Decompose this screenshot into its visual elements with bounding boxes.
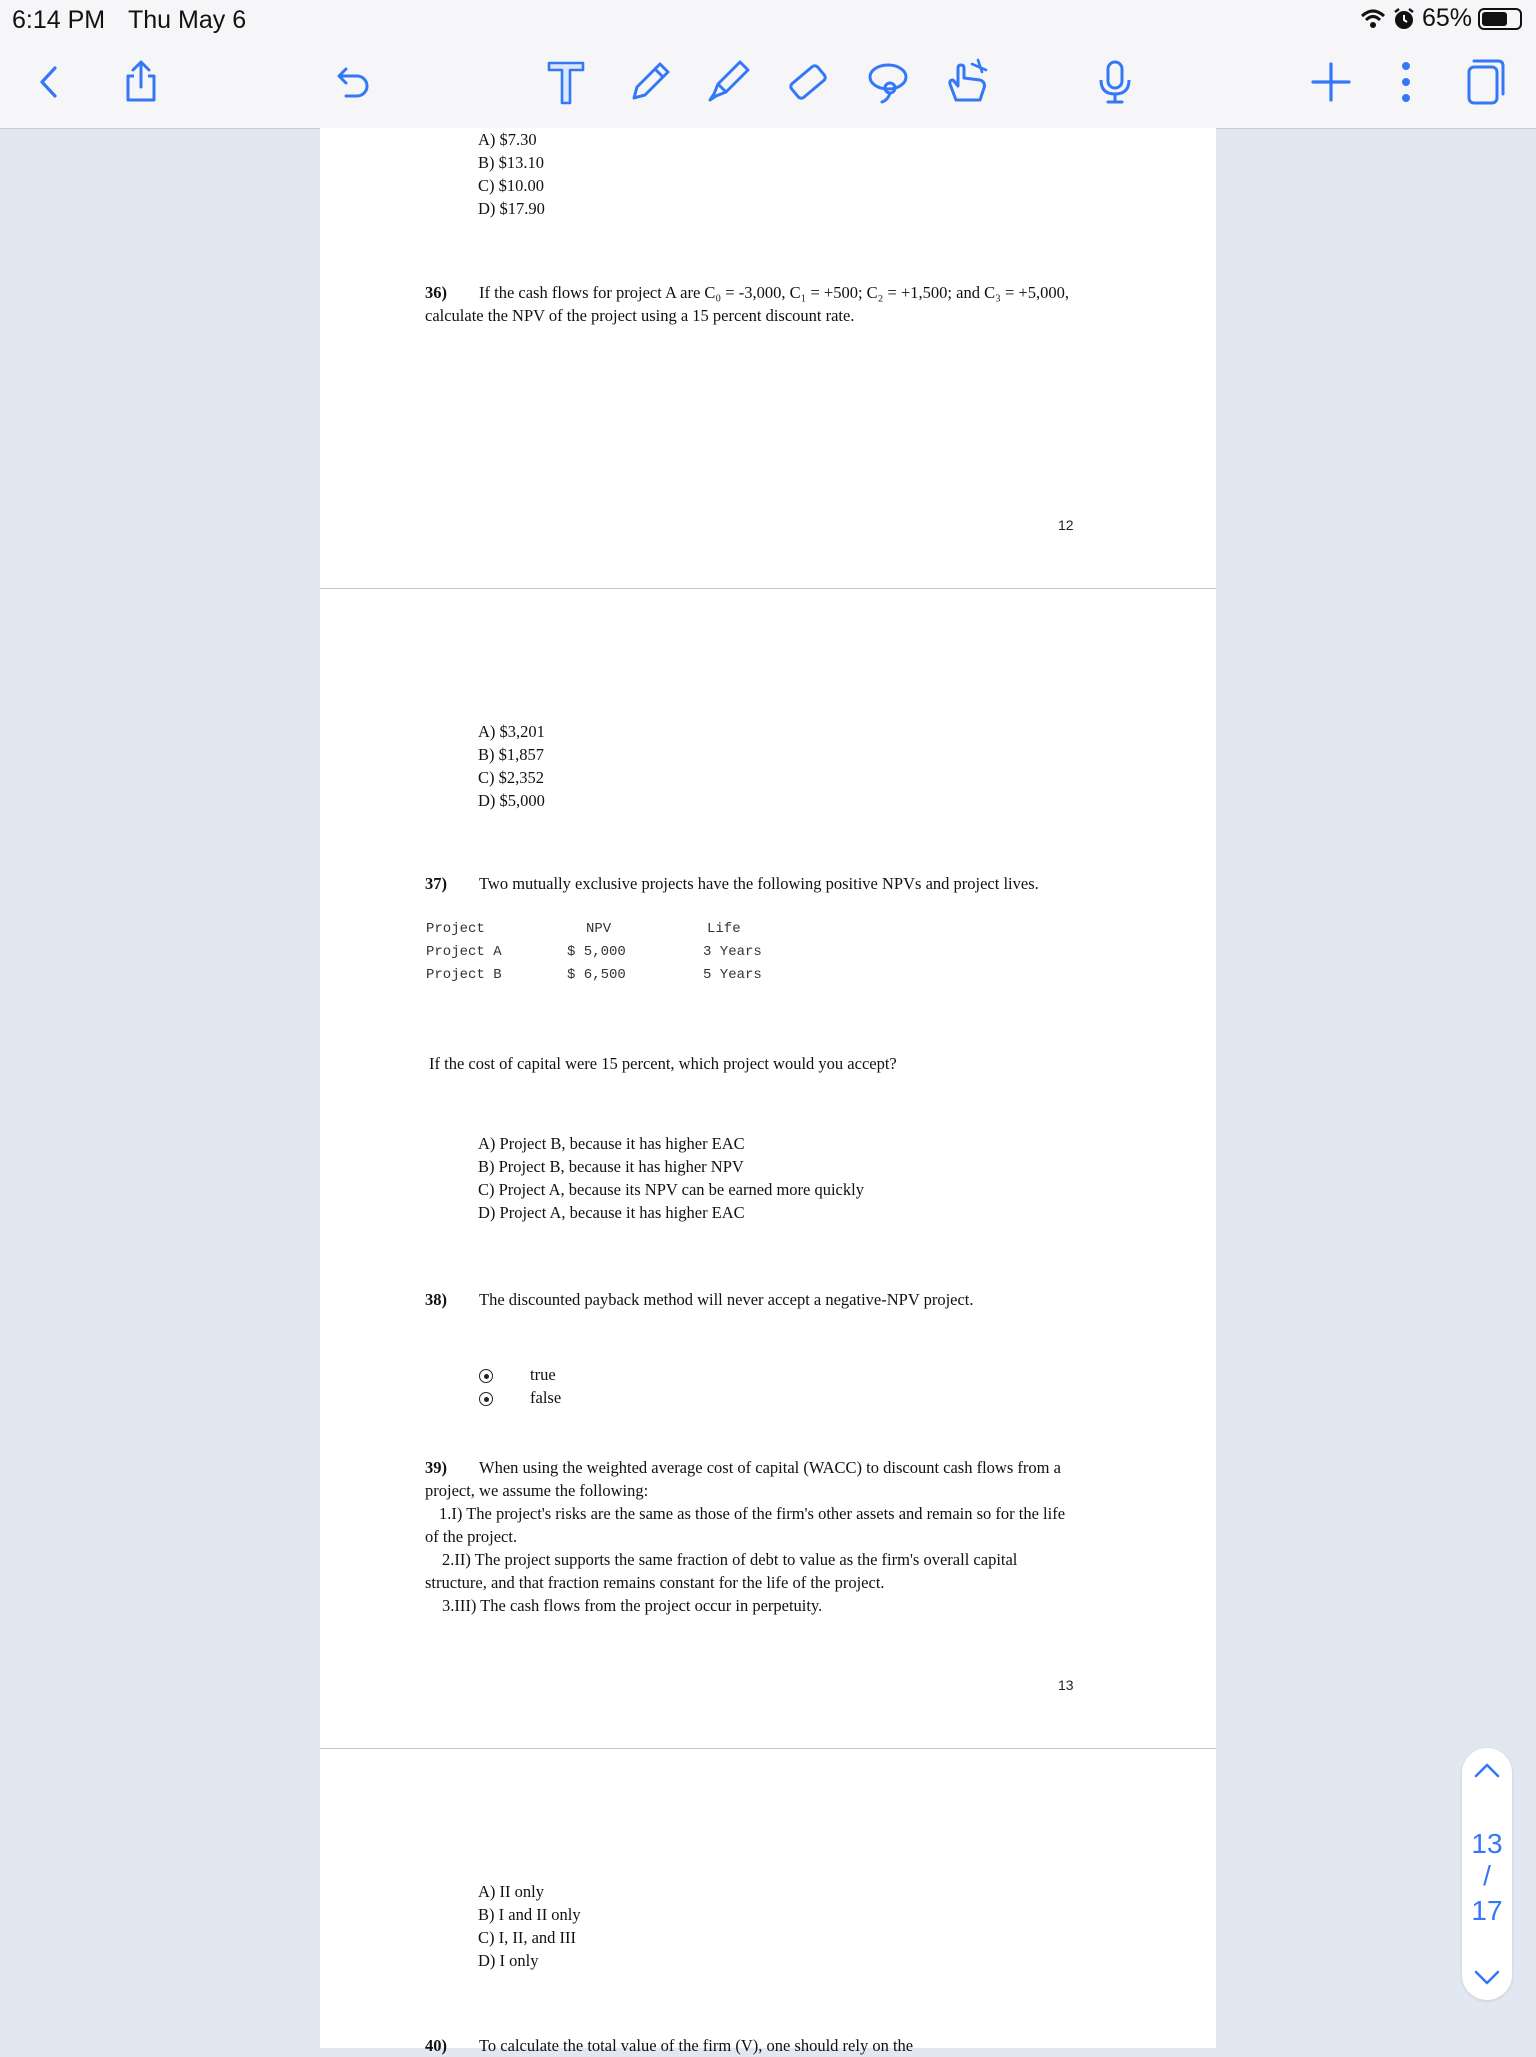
current-page-number: 13 — [1471, 1828, 1503, 1859]
q36-option-d: D) $5,000 — [478, 791, 545, 810]
more-icon[interactable] — [1378, 54, 1434, 110]
table-cell: 3 Years — [703, 944, 762, 960]
battery-icon — [1478, 8, 1522, 30]
status-indicators — [1360, 4, 1522, 33]
table-header-project: Project — [426, 921, 485, 937]
q35-option-d: D) $17.90 — [478, 199, 545, 218]
q39-line5: 2.II) The project supports the same fraction of debt to value as the firm's overall capital — [442, 1550, 1018, 1569]
radio-false[interactable] — [479, 1392, 493, 1406]
q37-text — [425, 872, 1039, 895]
alarm-icon — [1392, 7, 1416, 31]
q35-option-a: A) $7.30 — [478, 130, 537, 149]
q39-option-a: A) II only — [478, 1882, 544, 1901]
q37-line: Two mutually exclusive projects have the following positive NPVs and project lives. — [479, 874, 1039, 893]
q39-option-b: B) I and II only — [478, 1905, 581, 1924]
q36-option-c: C) $2,352 — [478, 768, 544, 787]
q38-number: 38) — [425, 1290, 447, 1309]
q36-line1: If the cash flows for project A are C₀ = -3,000, C₁ = +500; C₂ = +1,500; and C₃ = +5,000, — [479, 283, 1069, 302]
share-icon[interactable] — [113, 54, 169, 110]
wifi-icon — [1360, 8, 1386, 30]
q35-option-b: B) $13.10 — [478, 153, 544, 172]
q36-text — [425, 281, 1069, 327]
q39-line7: 3.III) The cash flows from the project occur in perpetuity. — [442, 1596, 823, 1615]
page-divider — [320, 588, 1216, 589]
q38-text — [425, 1288, 974, 1311]
q36-number: 36) — [425, 283, 447, 302]
status-time: 6:14 PM — [12, 6, 106, 34]
q37-option-a: A) Project B, because it has higher EAC — [478, 1134, 745, 1153]
q39-line6: structure, and that fraction remains constant for the life of the project. — [425, 1573, 885, 1592]
q36-option-b: B) $1,857 — [478, 745, 544, 764]
pages-icon[interactable] — [1454, 54, 1510, 110]
table-header-life: Life — [707, 921, 741, 937]
table-cell: 5 Years — [703, 967, 762, 983]
q36-option-a: A) $3,201 — [478, 722, 545, 741]
q39-text — [425, 1456, 1065, 1617]
document-page[interactable] — [320, 128, 1216, 2055]
table-cell: $ 5,000 — [567, 944, 626, 960]
pen-icon[interactable] — [622, 54, 678, 110]
radio-true[interactable] — [479, 1369, 493, 1383]
page-navigator — [1462, 1748, 1512, 2000]
toolbar — [0, 0, 1536, 129]
q37-option-b: B) Project B, because it has higher NPV — [478, 1157, 744, 1176]
add-icon[interactable] — [1303, 54, 1359, 110]
page-divider — [320, 1748, 1216, 1749]
eraser-icon[interactable] — [780, 54, 836, 110]
q35-option-c: C) $10.00 — [478, 176, 544, 195]
q39-line4: of the project. — [425, 1527, 518, 1546]
q39-number: 39) — [425, 1458, 447, 1477]
q38-choice-false: false — [530, 1388, 562, 1407]
q39-option-d: D) I only — [478, 1951, 539, 1970]
next-page-icon[interactable] — [1473, 1968, 1501, 1988]
table-cell: Project B — [426, 967, 502, 983]
previous-page-icon[interactable] — [1473, 1760, 1501, 1780]
q37-option-c: C) Project A, because its NPV can be earned more quickly — [478, 1180, 864, 1199]
table-cell: $ 6,500 — [567, 967, 626, 983]
q39-option-c: C) I, II, and III — [478, 1928, 577, 1947]
microphone-icon[interactable] — [1087, 54, 1143, 110]
status-date: Thu May 6 — [128, 6, 247, 34]
page-number-13: 13 — [1058, 1677, 1074, 1693]
q40-line: To calculate the total value of the firm (V), one should rely on the — [479, 2036, 914, 2055]
highlighter-icon[interactable] — [700, 54, 756, 110]
q39-line2: project, we assume the following: — [425, 1481, 649, 1500]
lasso-icon[interactable] — [860, 54, 916, 110]
q38-choice-true: true — [530, 1365, 556, 1384]
q37-option-d: D) Project A, because it has higher EAC — [478, 1203, 745, 1222]
q40-number: 40) — [425, 2036, 447, 2055]
q37-question: If the cost of capital were 15 percent, which project would you accept? — [429, 1054, 897, 1073]
battery-percent: 65% — [1421, 4, 1472, 32]
total-pages-number: 17 — [1471, 1895, 1503, 1926]
page-number-12: 12 — [1058, 517, 1074, 533]
q39-line1: When using the weighted average cost of capital (WACC) to discount cash flows from a — [479, 1458, 1061, 1477]
q36-line2: calculate the NPV of the project using a 15 percent discount rate. — [425, 306, 855, 325]
table-cell: Project A — [426, 944, 502, 960]
undo-icon[interactable] — [324, 54, 380, 110]
text-tool-icon[interactable] — [538, 54, 594, 110]
hand-pointer-icon[interactable] — [940, 54, 996, 110]
q37-number: 37) — [425, 874, 447, 893]
page-slash: / — [1483, 1860, 1491, 1891]
q38-line: The discounted payback method will never accept a negative-NPV project. — [479, 1290, 974, 1309]
table-header-npv: NPV — [586, 921, 612, 937]
q39-line3: 1.I) The project's risks are the same as those of the firm's other assets and remain so for the life — [439, 1504, 1066, 1523]
q40-text — [425, 2034, 913, 2057]
back-chevron-icon[interactable] — [22, 54, 78, 110]
